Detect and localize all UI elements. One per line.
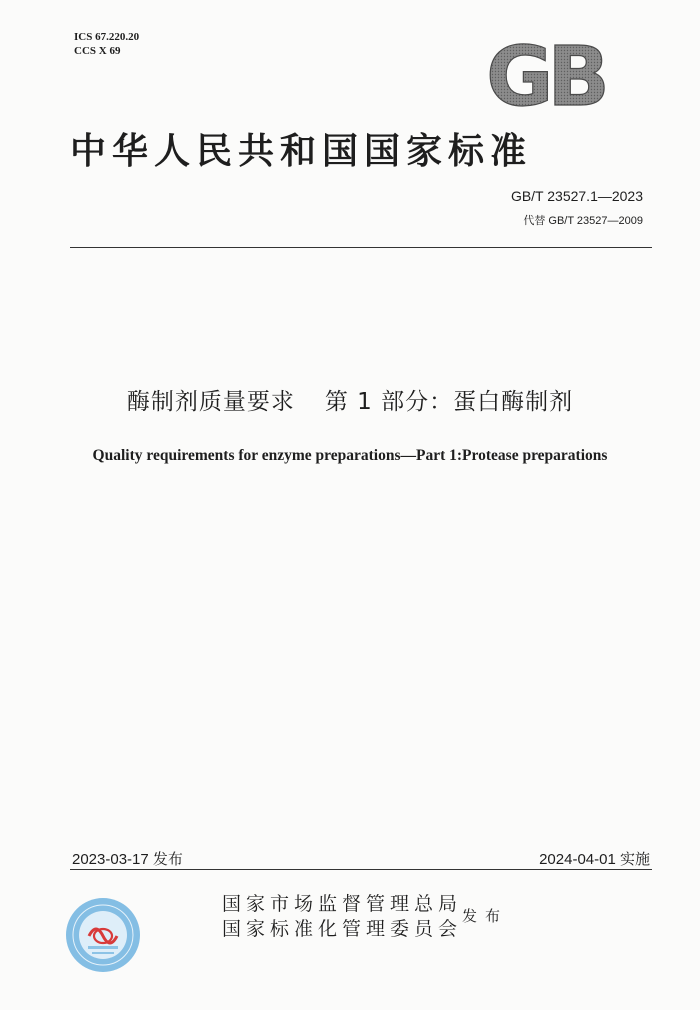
publish-label: 发布	[462, 907, 509, 925]
classification-codes	[74, 30, 139, 58]
standard-number: GB/T 23527.1—2023	[510, 188, 643, 204]
national-standard-title: 中华人民共和国国家标准	[70, 131, 533, 172]
anti-counterfeit-seal-icon	[64, 896, 142, 974]
gb-logo	[476, 37, 614, 111]
chinese-title-part: 第 1 部分：蛋白酶制剂	[324, 389, 574, 415]
issuer-samr: 国家市场监督管理总局	[222, 893, 463, 915]
footer-divider	[70, 869, 652, 870]
ccs-code: CCS X 69	[74, 45, 121, 57]
header-divider	[70, 247, 652, 248]
replaces-standard: 代替 GB/T 23527—2009	[523, 215, 643, 227]
chinese-title-main: 酶制剂质量要求	[126, 389, 295, 415]
english-title: Quality requirements for enzyme preparations—Part 1:Protease preparations	[92, 447, 608, 464]
chinese-title	[0, 383, 700, 416]
issue-date: 2023-03-17 发布	[72, 851, 183, 868]
issuer-sac: 国家标准化管理委员会	[222, 918, 463, 940]
ics-code: ICS 67.220.20	[74, 31, 140, 43]
implementation-date: 2024-04-01 实施	[539, 851, 650, 868]
gb-logo-text: GB	[486, 37, 604, 111]
